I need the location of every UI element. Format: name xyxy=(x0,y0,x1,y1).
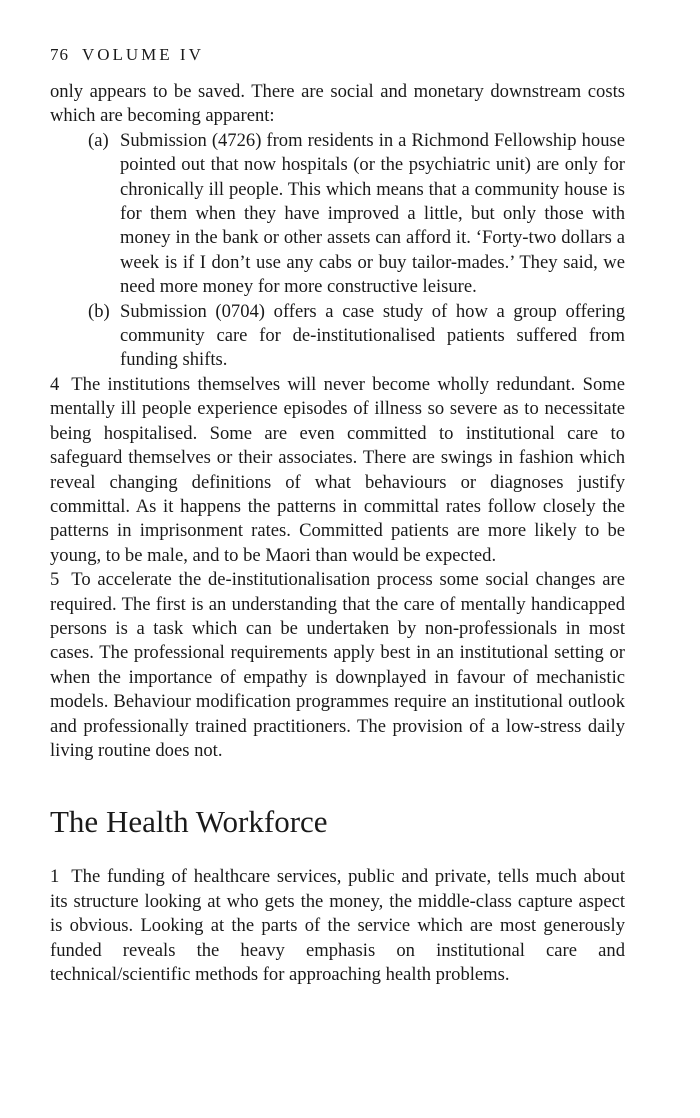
submission-list xyxy=(50,129,625,373)
running-head xyxy=(50,44,625,66)
submission-text: Submission (4726) from residents in a Richmond Fellowship house pointed out that now hospitals (or the psychiatric unit) are only for chronically ill people. This which means that a community house is for them when they have improved a little, but only those with money in the bank or other assets can afford it. ‘Forty-two dollars a week is if I don’t use any cabs or buy tailor-mades.’ They said, we need more money for more constructive leisure. xyxy=(120,129,625,298)
section-heading: The Health Workforce xyxy=(50,804,328,840)
paragraph-text: The institutions themselves will never become wholly redundant. Some mentally ill people experience episodes of illness so severe as to necessitate being hospitalised. Some are even committed to institutional care to safeguard themselves or their associates. There are swings in fashion which reveal changing definitions of what behaviours or diagnoses justify committal. As it happens the patterns in committal rates follow closely the patterns in imprisonment rates. Committed patients are more likely to be young, to be male, and to be Maori than would be expected. xyxy=(50,373,625,566)
volume-title: VOLUME IV xyxy=(81,45,204,64)
submission-text: Submission (0704) offers a case study of how a group offering community care for de-institutionalised patients suffered from funding shifts. xyxy=(120,300,625,371)
paragraph-number: 5 xyxy=(50,569,60,591)
paragraph-text: The funding of healthcare services, public and private, tells much about its structure looking at who gets the money, the middle-class capture aspect is obvious. Looking at the parts of the service which are most generously funded reveals the heavy emphasis on institutional care and technical/scientific methods for approaching health problems. xyxy=(50,866,625,985)
paragraph-number: 4 xyxy=(50,373,60,395)
document-page xyxy=(50,44,625,987)
submission-item xyxy=(50,129,625,300)
submission-marker: (a) xyxy=(88,129,109,151)
paragraph-number: 1 xyxy=(50,866,60,888)
submission-item xyxy=(50,300,625,373)
intro-paragraph: only appears to be saved. There are social and monetary downstream costs which are becoming apparent: xyxy=(50,81,625,127)
page-number: 76 xyxy=(50,45,69,64)
numbered-paragraph xyxy=(50,865,625,987)
paragraph-text: To accelerate the de-institutionalisation process some social changes are required. The first is an understanding that the care of mentally handicapped persons is a task which can be undertaken by non-professionals in most cases. The professional requirements apply best in an institutional setting or when the importance of empathy is downplayed in favour of mechanistic models. Behaviour modification programmes require an institutional outlook and professionally trained practitioners. The provision of a low-stress daily living routine does not. xyxy=(50,569,625,761)
submission-marker: (b) xyxy=(88,300,110,322)
numbered-paragraph xyxy=(50,568,625,763)
numbered-paragraph xyxy=(50,373,625,568)
